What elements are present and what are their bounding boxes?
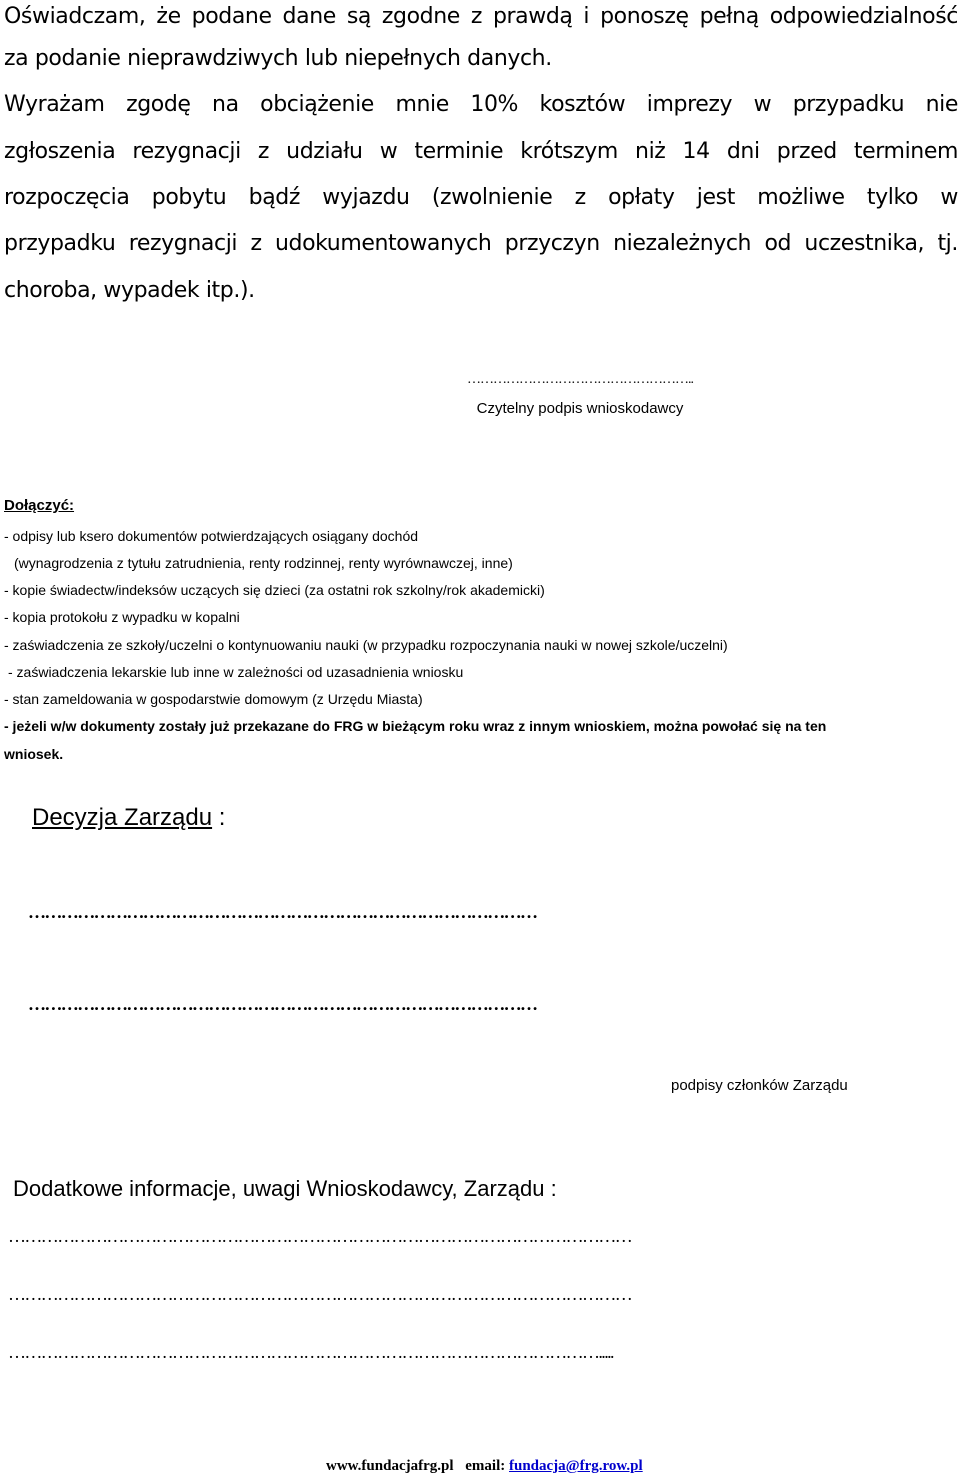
- attachment-item: (wynagrodzenia z tytułu zatrudnienia, renty rodzinnej, renty wyrównawczej, inne): [14, 555, 513, 571]
- additional-dotted-line-1: ……………………………………………………………………………………………………: [8, 1226, 632, 1246]
- footer-website: www.fundacjafrg.pl: [326, 1458, 454, 1474]
- declaration-line-2: za podanie nieprawdziwych lub niepełnych danych.: [4, 46, 552, 71]
- applicant-signature-block: [380, 372, 780, 417]
- attachment-note-line-1: - jeżeli w/w dokumenty zostały już przekazane do FRG w bieżącym roku wraz z innym wnioskiem, można powołać się na ten: [4, 718, 827, 734]
- attachment-item: - stan zameldowania w gospodarstwie domowym (z Urzędu Miasta): [4, 691, 423, 707]
- consent-line-3: rozpoczęcia pobytu bądź wyjazdu (zwolnienie z opłaty jest możliwe tylko w: [4, 185, 958, 210]
- additional-info-heading: Dodatkowe informacje, uwagi Wnioskodawcy, Zarządu :: [13, 1176, 557, 1201]
- decision-heading: [32, 804, 225, 832]
- additional-dotted-line-2: ……………………………………………………………………………………………………: [8, 1284, 632, 1304]
- footer-email-link[interactable]: fundacja@frg.row.pl: [509, 1458, 643, 1474]
- attachment-item: - kopie świadectw/indeksów uczących się dzieci (za ostatni rok szkolny/rok akademicki): [4, 582, 545, 598]
- consent-line-2: zgłoszenia rezygnacji z udziału w terminie krótszym niż 14 dni przed terminem: [4, 139, 958, 164]
- additional-dotted-line-3: ……………………………………………………………………………………………….....: [8, 1342, 613, 1362]
- consent-line-4: przypadku rezygnacji z udokumentowanych przyczyn niezależnych od uczestnika, tj.: [4, 231, 958, 256]
- declaration-line-1: Oświadczam, że podane dane są zgodne z prawdą i ponoszę pełną odpowiedzialność: [4, 4, 958, 29]
- consent-line-1: Wyrażam zgodę na obciążenie mnie 10% kosztów imprezy w przypadku nie: [4, 92, 958, 117]
- decision-dotted-line-2: …………………………………………………………………………………: [28, 994, 537, 1014]
- footer: [326, 1458, 643, 1475]
- decision-heading-colon: :: [212, 804, 226, 831]
- applicant-signature-label: Czytelny podpis wnioskodawcy: [476, 400, 684, 417]
- decision-dotted-line-1: …………………………………………………………………………………: [28, 902, 537, 922]
- applicant-signature-line: ……………………………………………..: [467, 372, 693, 387]
- attachment-item: - kopia protokołu z wypadku w kopalni: [4, 609, 240, 625]
- decision-heading-text: Decyzja Zarządu: [32, 804, 213, 831]
- attachment-item: - zaświadczenia ze szkoły/uczelni o kontynuowaniu nauki (w przypadku rozpoczynania nauki w nowej szkole/uczelni): [4, 637, 728, 653]
- attachment-note-line-2: wniosek.: [4, 746, 64, 762]
- attachments-heading: Dołączyć:: [4, 497, 75, 514]
- attachment-item: - odpisy lub ksero dokumentów potwierdzających osiągany dochód: [4, 528, 419, 544]
- footer-email-label: email:: [465, 1458, 506, 1474]
- consent-line-5: choroba, wypadek itp.).: [4, 278, 255, 303]
- board-signatures-label: podpisy członków Zarządu: [671, 1077, 848, 1094]
- attachment-item: - zaświadczenia lekarskie lub inne w zależności od uzasadnienia wniosku: [8, 664, 464, 680]
